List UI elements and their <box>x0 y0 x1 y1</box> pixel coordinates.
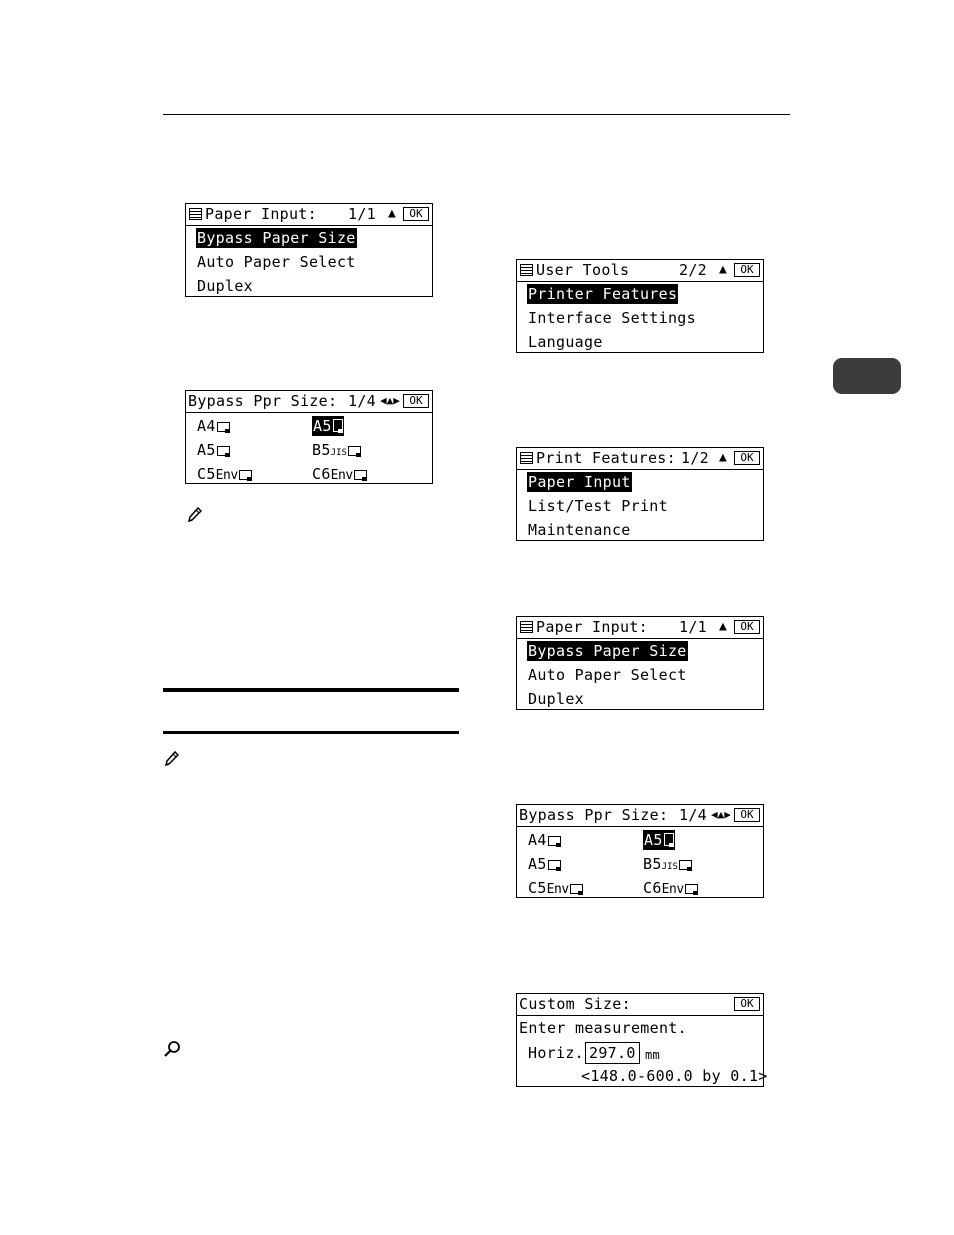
ok-key-icon: OK <box>734 263 760 277</box>
landscape-paper-icon <box>217 446 230 456</box>
lcd-page: 1/1 <box>679 618 707 636</box>
chapter-tab <box>833 358 901 394</box>
lcd-title: User Tools <box>536 261 630 279</box>
menu-icon <box>520 264 533 276</box>
four-way-arrow-icon: ◀▲▶ <box>380 394 400 407</box>
lcd-user-tools <box>516 259 764 353</box>
unit-label: mm <box>645 1048 661 1062</box>
ok-key-icon: OK <box>734 997 760 1011</box>
menu-item: Duplex <box>197 277 253 295</box>
size-cell: A4 <box>528 830 561 850</box>
ok-key-icon: OK <box>734 451 760 465</box>
lcd-paper-input-right <box>516 616 764 710</box>
portrait-paper-icon <box>333 419 343 432</box>
menu-icon <box>189 208 202 220</box>
size-cell-selected: A5 <box>312 416 344 436</box>
lcd-page: 1/1 <box>348 205 376 223</box>
menu-item: List/Test Print <box>528 497 668 515</box>
lcd-paper-input-left <box>185 203 433 297</box>
landscape-paper-icon <box>548 860 561 870</box>
note-pencil-icon <box>186 506 202 524</box>
landscape-paper-icon <box>570 884 583 894</box>
menu-icon <box>520 621 533 633</box>
portrait-paper-icon <box>664 833 674 846</box>
section-rule-top <box>163 688 459 692</box>
menu-item: Auto Paper Select <box>528 666 687 684</box>
lcd-header <box>517 448 763 470</box>
range-hint: <148.0-600.0 by 0.1> <box>581 1067 768 1085</box>
lcd-bypass-size-right <box>516 804 764 898</box>
size-cell: A5 <box>197 440 230 460</box>
menu-item-selected: Paper Input <box>528 473 631 491</box>
lcd-title: Bypass Ppr Size: <box>188 392 338 410</box>
size-cell: C6Env <box>643 878 698 900</box>
lcd-page: 2/2 <box>679 261 707 279</box>
updown-arrow-icon: ▲︎ <box>719 262 727 277</box>
lcd-title: Custom Size: <box>519 995 631 1013</box>
landscape-paper-icon <box>239 470 252 480</box>
menu-item: Duplex <box>528 690 584 708</box>
lcd-title: Paper Input: <box>536 618 648 636</box>
menu-item-selected: Printer Features <box>528 285 678 303</box>
landscape-paper-icon <box>679 860 692 870</box>
size-cell: A4 <box>197 416 230 436</box>
lcd-page: 1/4 <box>348 392 376 410</box>
landscape-paper-icon <box>685 884 698 894</box>
updown-arrow-icon: ▲︎ <box>388 206 396 221</box>
updown-arrow-icon: ▲︎ <box>719 619 727 634</box>
lcd-title: Bypass Ppr Size: <box>519 806 669 824</box>
four-way-arrow-icon: ◀▲▶ <box>711 808 731 821</box>
lcd-header <box>517 617 763 639</box>
note-pencil-icon <box>163 750 179 768</box>
section-rule-bottom <box>163 731 459 734</box>
ok-key-icon: OK <box>734 620 760 634</box>
menu-item: Language <box>528 333 603 351</box>
lcd-header <box>186 391 432 413</box>
reference-magnifier-icon <box>163 1040 181 1058</box>
menu-item-selected: Bypass Paper Size <box>528 642 687 660</box>
size-cell: C5Env <box>197 464 252 486</box>
horiz-value-field: 297.0 <box>585 1042 640 1064</box>
lcd-header <box>186 204 432 226</box>
lcd-bypass-size-left <box>185 390 433 484</box>
landscape-paper-icon <box>348 446 361 456</box>
horiz-field-label: Horiz. <box>528 1044 584 1062</box>
size-cell-selected: A5 <box>643 830 675 850</box>
lcd-header <box>517 805 763 827</box>
size-cell: B5JIS <box>643 854 692 877</box>
menu-item: Maintenance <box>528 521 631 539</box>
landscape-paper-icon <box>548 836 561 846</box>
menu-item: Auto Paper Select <box>197 253 356 271</box>
landscape-paper-icon <box>354 470 367 480</box>
lcd-title: Paper Input: <box>205 205 317 223</box>
lcd-header <box>517 260 763 282</box>
size-cell: A5 <box>528 854 561 874</box>
lcd-header <box>517 994 763 1016</box>
menu-item: Interface Settings <box>528 309 696 327</box>
size-cell: B5JIS <box>312 440 361 463</box>
size-cell: C5Env <box>528 878 583 900</box>
landscape-paper-icon <box>217 422 230 432</box>
menu-item-selected: Bypass Paper Size <box>197 229 356 247</box>
lcd-custom-size <box>516 993 768 1087</box>
ok-key-icon: OK <box>734 808 760 822</box>
updown-arrow-icon: ▲︎ <box>719 450 727 465</box>
lcd-page: 1/2 <box>681 449 709 467</box>
lcd-page: 1/4 <box>679 806 707 824</box>
lcd-print-features <box>516 447 764 541</box>
lcd-title: Print Features: <box>536 449 676 467</box>
ok-key-icon: OK <box>403 207 429 221</box>
ok-key-icon: OK <box>403 394 429 408</box>
size-cell: C6Env <box>312 464 367 486</box>
custom-size-prompt: Enter measurement. <box>519 1019 687 1037</box>
header-rule <box>163 114 790 115</box>
menu-icon <box>520 452 533 464</box>
